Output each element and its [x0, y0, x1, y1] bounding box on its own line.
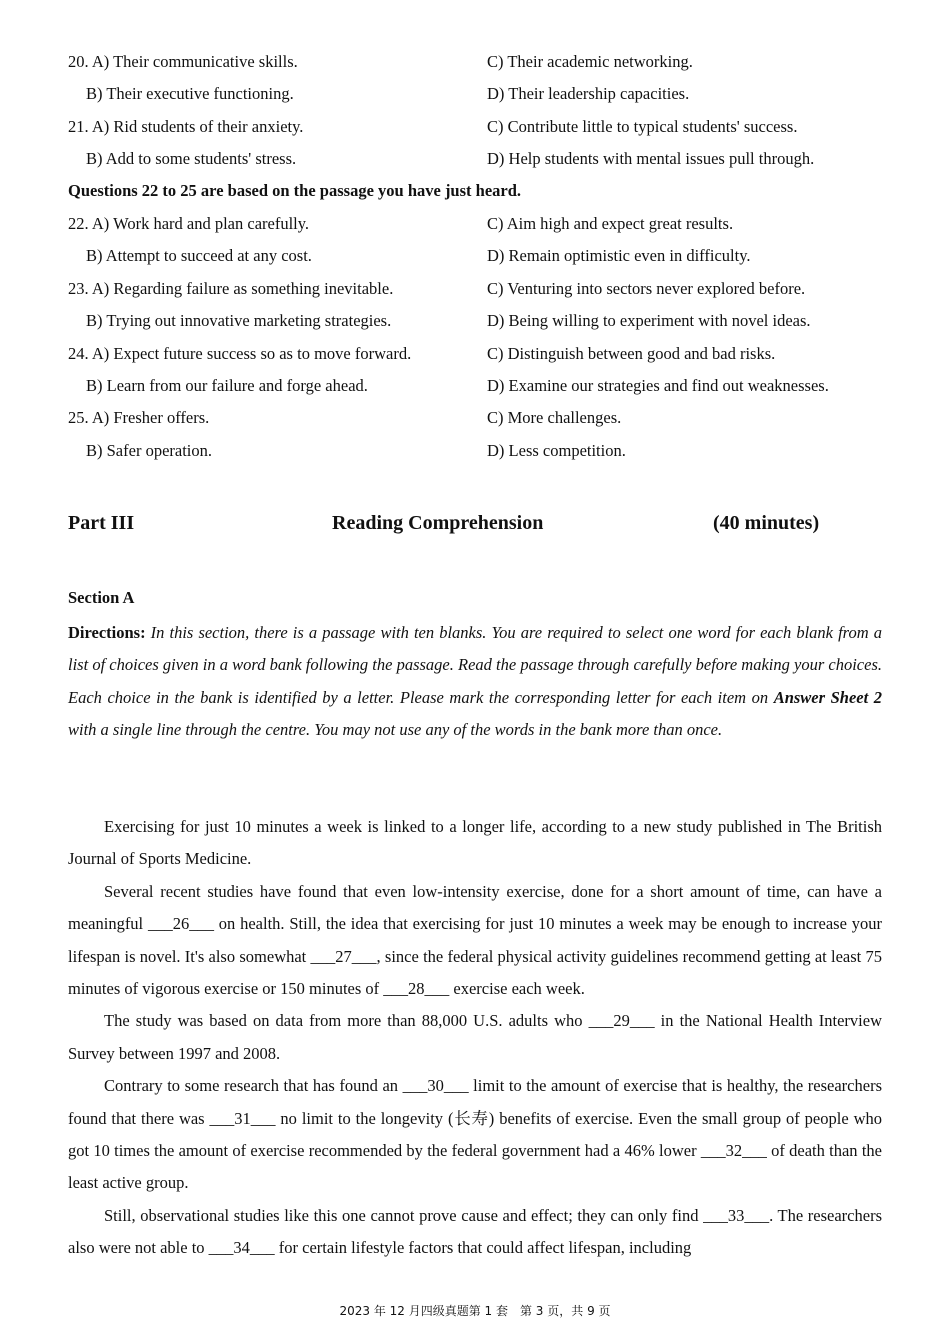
option-right: C) More challenges. — [487, 408, 622, 428]
option-right: D) Less competition. — [487, 440, 626, 460]
reading-passage — [68, 811, 882, 1265]
option-left: 21. A) Rid students of their anxiety. — [68, 116, 304, 136]
passage-paragraph: Contrary to some research that has found an ___30___ limit to the amount of exercise that is healthy, the researchers found that there was ___31___ no limit to the longevity (长寿) benefits of exercise. Even the small group of people who got 10 times the amount of exercise recommended by the federal government had a 46% lower ___32___ of death than the least active group. — [68, 1076, 882, 1193]
passage-paragraph: Exercising for just 10 minutes a week is linked to a longer life, according to a new study published in The British Journal of Sports Medicine. — [68, 817, 882, 869]
answer-sheet-label: Answer Sheet 2 — [773, 687, 882, 707]
part-title: Reading Comprehension — [332, 512, 544, 534]
option-right: C) Their academic networking. — [487, 52, 693, 71]
option-left: 24. A) Expect future success so as to move forward. — [68, 343, 412, 363]
page-footer: 2023 年 12 月四级真题第 1 套 第 3 页，共 9 页 — [339, 1304, 611, 1318]
option-right: C) Distinguish between good and bad risks. — [487, 343, 776, 363]
option-left: B) Attempt to succeed at any cost. — [86, 246, 312, 266]
option-left: 23. A) Regarding failure as something inevitable. — [68, 278, 394, 298]
option-right: C) Contribute little to typical students' success. — [487, 116, 798, 136]
option-left: 20. A) Their communicative skills. — [68, 52, 298, 71]
option-left: B) Trying out innovative marketing strategies. — [86, 311, 392, 331]
option-left: 22. A) Work hard and plan carefully. — [68, 214, 310, 233]
directions-label: Directions: — [68, 623, 146, 642]
question-row — [68, 278, 882, 310]
directions — [68, 617, 882, 747]
part-heading — [68, 512, 882, 542]
question-row — [68, 83, 882, 115]
question-row — [68, 213, 882, 245]
directions-text-2: with a single line through the centre. You may not use any of the words in the bank more than once. — [68, 720, 723, 740]
option-right: D) Their leadership capacities. — [487, 84, 690, 104]
group-heading: Questions 22 to 25 are based on the passage you have just heard. — [68, 181, 522, 200]
question-row — [68, 51, 882, 83]
part-time: (40 minutes) — [713, 512, 820, 534]
question-row — [68, 375, 882, 407]
passage-paragraph: Still, observational studies like this one cannot prove cause and effect; they can only find ___33___. The researchers also were not able to ___34___ for certain lifestyle factors that could affect lifespan, including — [68, 1205, 882, 1258]
option-right: D) Examine our strategies and find out weaknesses. — [487, 376, 829, 395]
question-row — [68, 440, 882, 472]
option-left: B) Safer operation. — [86, 440, 212, 460]
option-right: D) Remain optimistic even in difficulty. — [487, 246, 751, 266]
question-row — [68, 148, 882, 180]
option-left: B) Add to some students' stress. — [86, 149, 297, 169]
option-right: D) Help students with mental issues pull through. — [487, 149, 815, 169]
option-left: 25. A) Fresher offers. — [68, 408, 210, 428]
directions-text-1: In this section, there is a passage with ten blanks. You are required to select one word for each blank from a list of choices given in a word bank following the passage. Read the passage through carefully before making your choices. Each choice in the bank is identified by a letter. Please mark the corresponding letter for each item on — [68, 623, 882, 707]
question-row — [68, 116, 882, 148]
question-row — [68, 245, 882, 277]
option-right: C) Venturing into sectors never explored before. — [487, 278, 806, 298]
option-left: B) Their executive functioning. — [86, 84, 294, 104]
part-number: Part III — [68, 512, 135, 534]
question-row — [68, 310, 882, 342]
passage-paragraph: The study was based on data from more than 88,000 U.S. adults who ___29___ in the National Health Interview Survey between 1997 and 2008. — [68, 1011, 882, 1063]
question-row — [68, 407, 882, 439]
passage-paragraph: Several recent studies have found that even low-intensity exercise, done for a short amount of time, can have a meaningful ___26___ on health. Still, the idea that exercising for just 10 minutes a week may be enough to increase your lifespan is novel. It's also somewhat ___27___, since the federal physical activity guidelines recommend getting at least 75 minutes of vigorous exercise or 150 minutes of ___28___ exercise each week. — [68, 881, 882, 999]
option-right: D) Being willing to experiment with novel ideas. — [487, 311, 811, 331]
option-right: C) Aim high and expect great results. — [487, 214, 734, 233]
section-title: Section A — [68, 588, 135, 607]
question-row — [68, 343, 882, 375]
option-left: B) Learn from our failure and forge ahead. — [86, 376, 368, 395]
